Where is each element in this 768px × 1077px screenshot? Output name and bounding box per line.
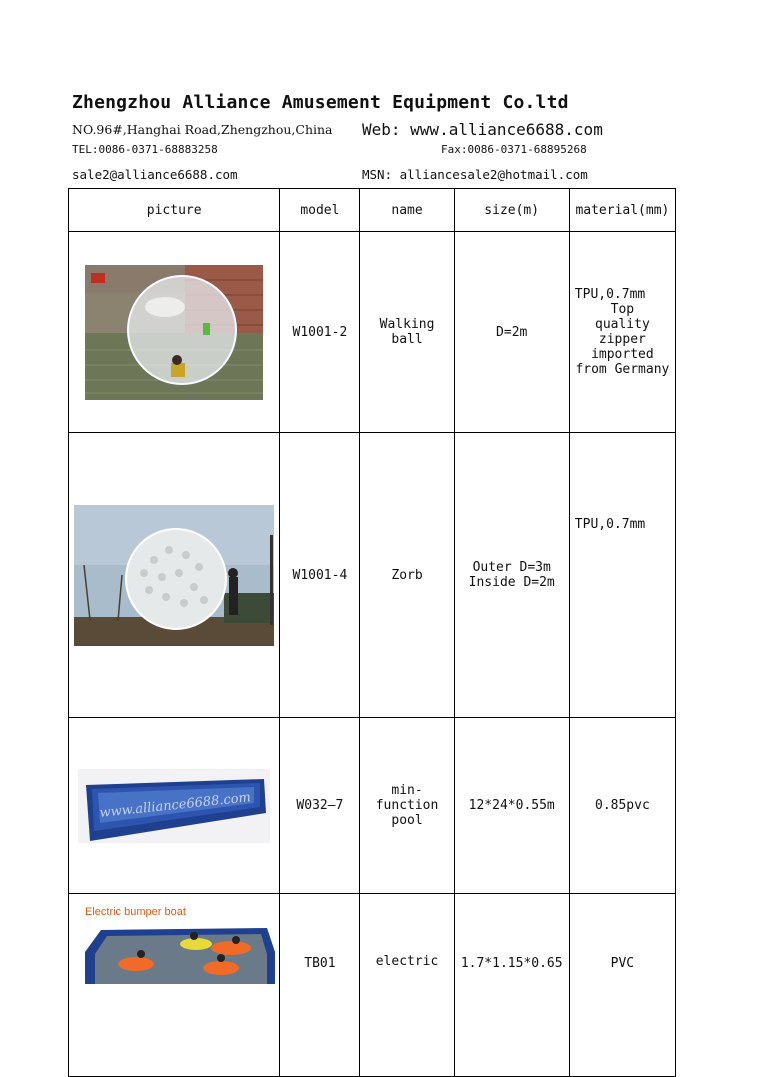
material-line: zipper <box>598 332 646 347</box>
pool-photo <box>78 769 270 843</box>
material-cell <box>569 894 675 1077</box>
material-line: 0.85pvc <box>595 798 650 813</box>
size-line: 1.7*1.15*0.65 <box>460 956 563 971</box>
name-line: Zorb <box>391 567 423 583</box>
size-line: D=2m <box>496 324 528 340</box>
header-material: material(mm) <box>569 189 675 232</box>
picture-cell <box>69 232 280 433</box>
model-cell: W032—7 <box>280 718 360 894</box>
table-row <box>69 433 676 718</box>
name-line: ball <box>391 332 423 347</box>
size-line: Outer D=3m <box>472 560 551 575</box>
name-line: Walking <box>379 317 435 332</box>
material-line: imported <box>591 347 654 362</box>
pool-watermark: www.alliance6688.com <box>99 789 252 821</box>
material-line: TPU,0.7mm <box>574 517 646 532</box>
material-line: quality <box>595 317 650 332</box>
product-table <box>68 188 676 1077</box>
name-line: min- <box>391 783 423 798</box>
picture-cell <box>69 894 280 1077</box>
company-address: NO.96#,Hanghai Road,Zhengzhou,China <box>72 122 333 137</box>
size-cell <box>454 433 569 718</box>
header-model: model <box>280 189 360 232</box>
size-line: 12*24*0.55m <box>468 798 555 813</box>
name-cell <box>360 894 454 1077</box>
table-row <box>69 894 676 1077</box>
material-line: TPU,0.7mm <box>574 287 646 302</box>
name-cell <box>360 232 454 433</box>
company-msn: MSN: alliancesale2@hotmail.com <box>362 167 588 182</box>
zorb-photo <box>74 505 274 646</box>
material-cell <box>569 232 675 433</box>
header-name: name <box>360 189 454 232</box>
table-header-row <box>69 189 676 232</box>
company-website[interactable]: Web: www.alliance6688.com <box>362 120 603 139</box>
bumper-boat-photo <box>69 894 279 1014</box>
company-email[interactable]: sale2@alliance6688.com <box>72 167 238 182</box>
picture-cell <box>69 718 280 894</box>
model-cell: W1001-2 <box>280 232 360 433</box>
name-line: pool <box>391 813 423 828</box>
product-table-wrapper <box>68 188 676 971</box>
table-row <box>69 232 676 433</box>
size-cell <box>454 718 569 894</box>
material-cell <box>569 718 675 894</box>
picture-cell <box>69 433 280 718</box>
size-line: Inside D=2m <box>468 575 555 590</box>
company-title: Zhengzhou Alliance Amusement Equipment Co.ltd <box>72 92 569 113</box>
model-cell <box>280 894 360 1077</box>
name-line: function <box>375 798 439 813</box>
header-picture: picture <box>69 189 280 232</box>
material-line: PVC <box>610 956 635 971</box>
material-cell <box>569 433 675 718</box>
name-cell <box>360 718 454 894</box>
name-line: electric <box>375 954 439 969</box>
material-line: Top <box>610 302 635 317</box>
header-size: size(m) <box>454 189 569 232</box>
company-phone: TEL:0086-0371-68883258 <box>72 143 218 156</box>
photo-caption: Electric bumper boat <box>85 906 186 918</box>
size-cell <box>454 894 569 1077</box>
material-line: from Germany <box>575 362 670 377</box>
size-cell <box>454 232 569 433</box>
company-fax: Fax:0086-0371-68895268 <box>441 143 587 156</box>
name-cell <box>360 433 454 718</box>
model-text: TB01 <box>304 956 336 971</box>
table-row <box>69 718 676 894</box>
model-cell: W1001-4 <box>280 433 360 718</box>
walking-ball-photo <box>85 265 263 400</box>
